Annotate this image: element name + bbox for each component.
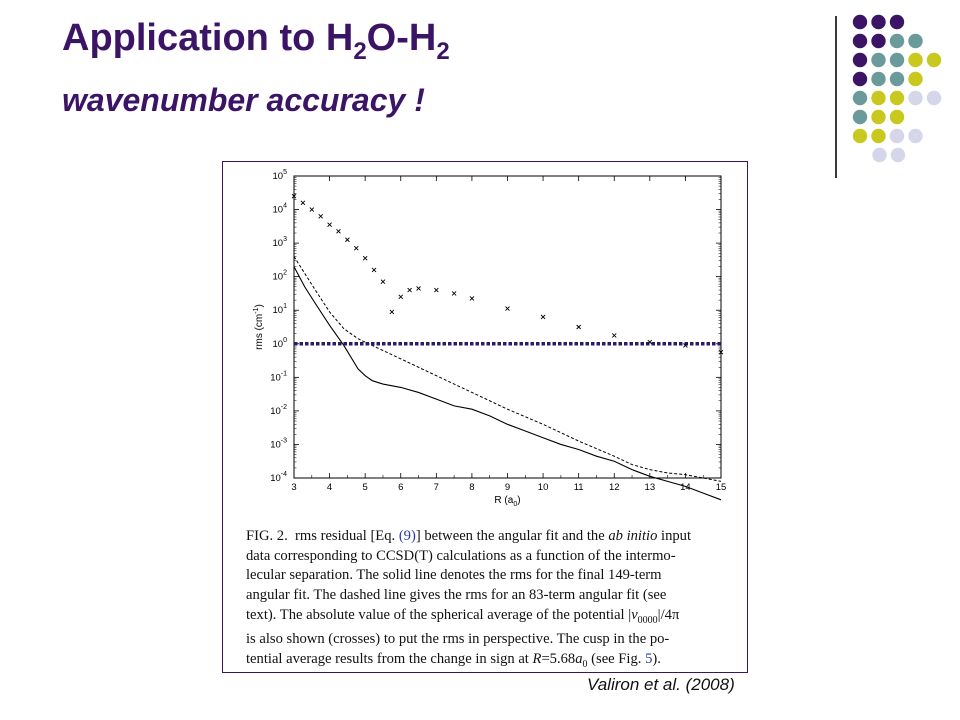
x-tick-label: 15 bbox=[715, 482, 727, 493]
x-tick-label: 11 bbox=[573, 482, 584, 493]
y-tick-label: $10^{-1}$ bbox=[270, 370, 287, 384]
y-tick-label: $10^{-3}$ bbox=[270, 437, 287, 451]
x-tick-label: 7 bbox=[433, 482, 439, 493]
slide-subtitle: wavenumber accuracy ! bbox=[62, 82, 425, 118]
x-tick-label: 3 bbox=[291, 482, 297, 493]
title-subscript-2: 2 bbox=[436, 38, 450, 65]
cross-point bbox=[363, 256, 367, 260]
x-tick-label: 12 bbox=[608, 482, 620, 493]
cross-point bbox=[310, 208, 314, 212]
x-tick-label: 10 bbox=[537, 482, 549, 493]
caption-line-6: is also shown (crosses) to put the rms in perspective. The cusp in the po- bbox=[246, 631, 670, 648]
title-subscript-1: 2 bbox=[353, 38, 367, 65]
plot-area-border bbox=[294, 176, 721, 478]
x-tick-label: 9 bbox=[504, 482, 511, 493]
cross-point bbox=[372, 268, 376, 272]
cross-point bbox=[390, 310, 394, 314]
y-tick-label: $10^5$ bbox=[272, 169, 287, 182]
y-tick-label: $10^{-2}$ bbox=[270, 403, 287, 417]
cross-point bbox=[336, 229, 340, 233]
cross-point bbox=[301, 201, 305, 205]
title-text-2: O-H bbox=[366, 17, 437, 59]
y-tick-label: $10^3$ bbox=[272, 236, 287, 250]
cross-point bbox=[452, 291, 456, 295]
cross-point bbox=[541, 315, 545, 319]
cross-point bbox=[470, 296, 474, 300]
cross-point bbox=[408, 288, 412, 292]
y-tick-label: $10^1$ bbox=[272, 303, 287, 317]
figure-caption bbox=[246, 527, 744, 675]
cross-point bbox=[506, 307, 510, 311]
cross-point bbox=[434, 288, 438, 292]
cross-point bbox=[319, 214, 323, 218]
caption-line-3: lecular separation. The solid line denotes the rms for the final 149-term bbox=[246, 567, 662, 584]
caption-line-4: angular fit. The dashed line gives the rms for an 83-term angular fit (see bbox=[246, 587, 667, 604]
x-tick-label: 13 bbox=[644, 482, 656, 493]
caption-line-1: FIG. 2. rms residual [Eq. (9)] between the angular fit and the ab initio input bbox=[246, 528, 692, 544]
cross-point bbox=[354, 246, 358, 250]
title-text-1: Application to H bbox=[62, 17, 354, 59]
y-axis-label: rms $(cm^{-1})$ bbox=[253, 304, 265, 350]
caption-line-2: data corresponding to CCSD(T) calculations as a function of the intermo- bbox=[246, 547, 676, 564]
x-tick-label: 8 bbox=[469, 482, 475, 493]
y-tick-label: $10^4$ bbox=[272, 202, 287, 216]
x-tick-label: 6 bbox=[398, 482, 404, 493]
cross-point bbox=[328, 223, 332, 227]
y-tick-label: $10^2$ bbox=[272, 269, 287, 283]
x-tick-label: 4 bbox=[326, 482, 333, 493]
x-axis-label: R $(a_0)$ bbox=[494, 495, 521, 508]
caption-line-7: tential average results from the change in sign at $R=5.68a_0$ (see Fig. 5). bbox=[246, 651, 661, 671]
caption-line-5: text). The absolute value of the spherical average of the potential $|v_{0000}|/4\pi$ bbox=[246, 606, 680, 626]
cross-point bbox=[381, 280, 385, 284]
x-tick-label: 14 bbox=[680, 482, 691, 493]
solid-rms-line bbox=[294, 267, 721, 500]
cross-point bbox=[345, 238, 349, 242]
y-tick-label: $10^{-4}$ bbox=[270, 471, 287, 484]
citation-credit: Valiron et al. (2008) bbox=[587, 675, 735, 694]
cross-point bbox=[577, 325, 581, 329]
cross-point bbox=[417, 286, 421, 290]
cross-point bbox=[612, 333, 616, 337]
x-tick-label: 5 bbox=[362, 482, 368, 493]
y-tick-label: $10^0$ bbox=[272, 336, 287, 350]
cross-point bbox=[399, 295, 403, 299]
